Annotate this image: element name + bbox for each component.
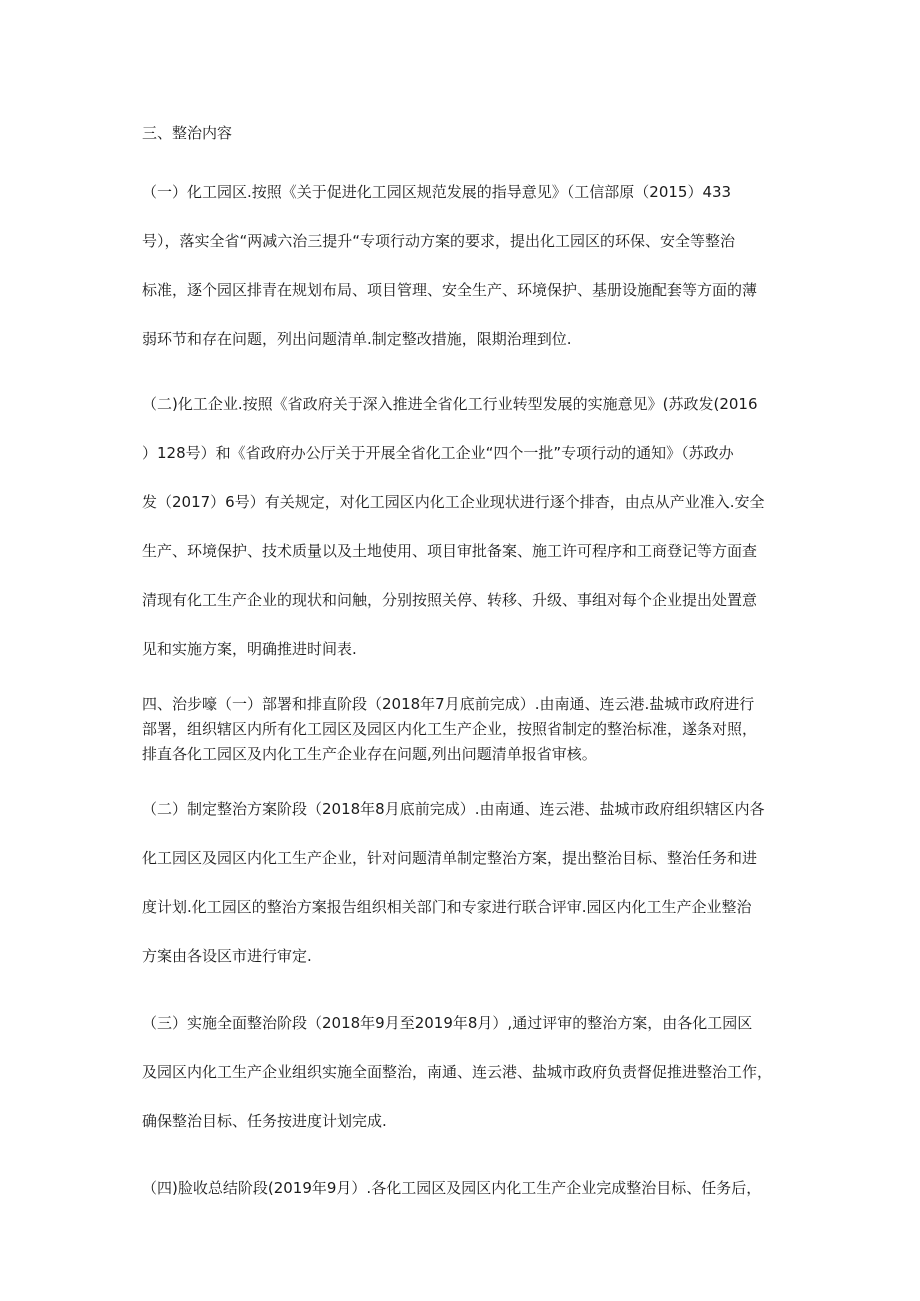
paragraph-line: 四、治步嚎（一）部署和排直阶段（2018年7月底前完成）.由南通、连云港.盐城市政府进行 [142,695,755,713]
paragraph-line: （四)脸收总结阶段(2019年9月）.各化工园区及园区内化工生产企业完成整治目标、任务后， [142,1179,762,1197]
paragraph-chemical-parks [142,168,792,364]
paragraph-plan-stage [142,785,792,981]
paragraph-line: 发（2017）6号）有关规定，对化工园区内化工企业现状进行逐个排杳，由点从产业准入.安全 [142,493,765,511]
paragraph-line: 部署，组织辖区内所有化工园区及园区内化工生产企业，按照省制定的整治标准，遂条对照， [142,720,758,738]
paragraph-line: 弱环节和存在问题，列出问题清单.制定整改措施，限期治理到位. [142,330,572,348]
paragraph-line: 清现有化工生产企业的现状和问触，分别按照关停、转移、升级、事组对每个企业提出处置意 [142,591,758,609]
paragraph-line: （二）制定整治方案阶段（2018年8月底前完成）.由南通、连云港、盐城市政府组织辖区内各 [142,800,765,818]
paragraph-line: （三）实施全面整治阶段（2018年9月至2019年8月）,通过评审的整治方案，由各化工园区 [142,1014,753,1032]
paragraph-line: 方案由各设区市进行审定. [142,947,312,965]
paragraph-deployment-stage [142,692,792,767]
document-body [142,118,792,1231]
paragraph-line: 生产、环境保护、技术质量以及土地使用、项目审批备案、施工许可程序和工商登记等方面查 [142,542,758,560]
paragraph-line: 号），落实全省“两减六治三提升“专项行动方案的要求，提出化工园区的环保、安全等整治 [142,232,736,250]
paragraph-line: 确保整治目标、任务按进度计划完成. [142,1112,387,1130]
paragraph-line: （二)化工企业.按照《省政府关于深入推进全省化工行业转型发展的实施意见》(苏政发(2016 [142,395,758,413]
paragraph-acceptance-stage [142,1164,792,1213]
paragraph-line: 排直各化工园区及内化工生产企业存在问题,列出问题清单报省审核。 [142,745,597,763]
paragraph-chemical-enterprises [142,380,792,674]
paragraph-implementation-stage [142,999,792,1146]
paragraph-line: 度计划.化工园区的整治方案报告组织相关部门和专家进行联合评审.园区内化工生产企业整治 [142,898,752,916]
paragraph-line: 及园区内化工生产企业组织实施全面整治，南通、连云港、盐城市政府负责督促推进整治工作， [142,1063,773,1081]
paragraph-line: 化工园区及园区内化工生产企业，针对问题清单制定整治方案，提出整治目标、整治任务和进 [142,849,758,867]
paragraph-line: ）128号）和《省政府办公厅关于开展全省化工企业“四个一批”专项行动的通知》（苏政办 [142,444,734,462]
paragraph-line: 见和实施方案，明确推进时间表. [142,640,357,658]
paragraph-line: 标准，逐个园区排青在规划布局、项目管理、安全生产、环境保护、基册设施配套等方面的薄 [142,281,758,299]
section-heading: 三、整治内容 [142,124,233,142]
paragraph-line: （一）化工园区.按照《关于促进化工园区规范发展的指导意见》（工信部原（2015）433 [142,183,732,201]
